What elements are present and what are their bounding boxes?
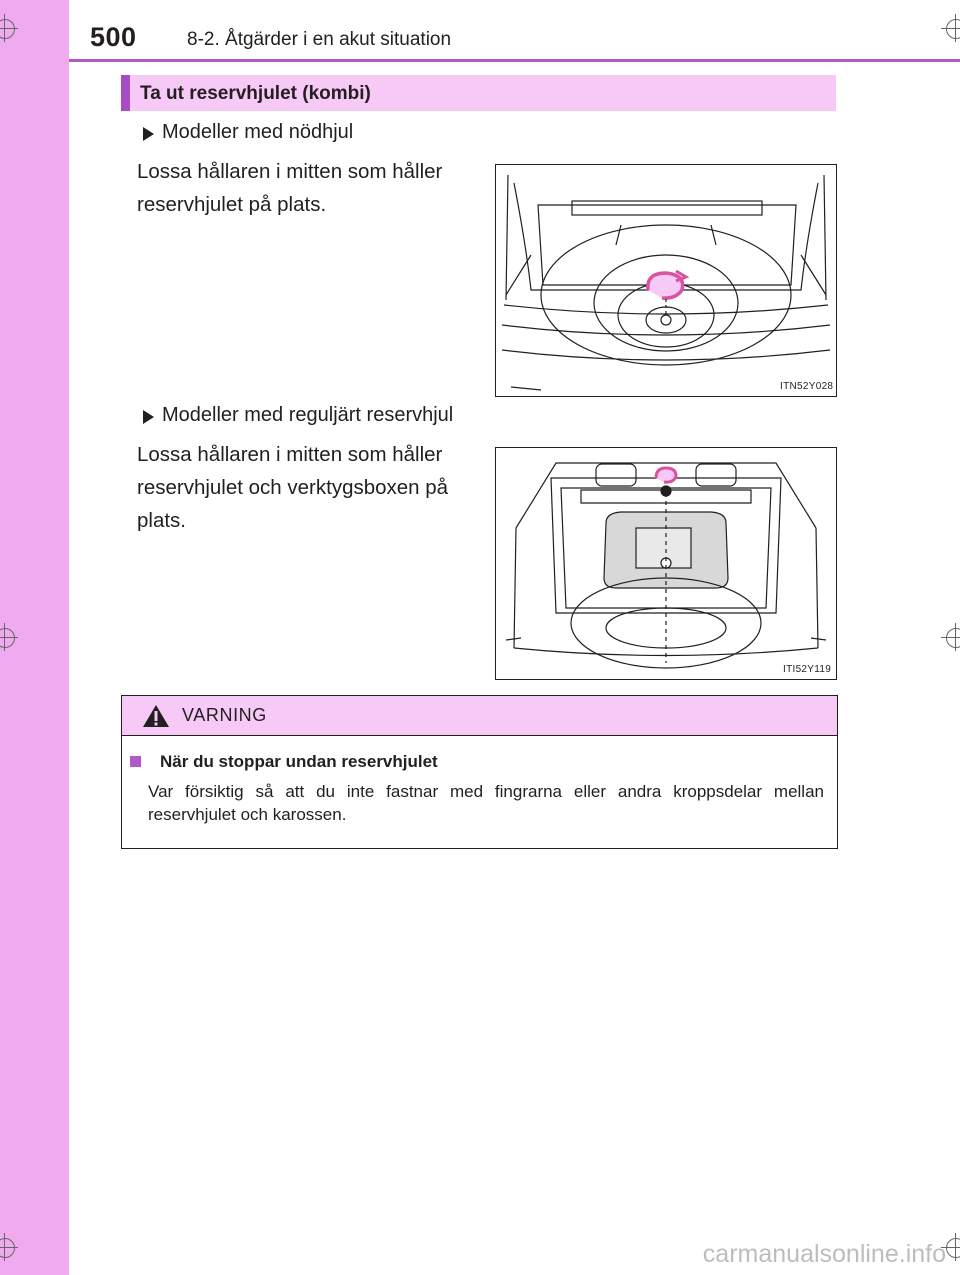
instruction-text <box>137 438 448 537</box>
figure-code: ITI52Y119 <box>783 664 832 675</box>
warning-label: VARNING <box>182 705 267 725</box>
text-line: Lossa hållaren i mitten som håller <box>137 160 443 183</box>
text-line: reservhjulet och verktygsboxen på <box>137 476 449 499</box>
subheading-regular-spare: Modeller med reguljärt reservhjul <box>162 404 454 426</box>
figure-code: ITN52Y028 <box>780 381 834 392</box>
warning-bullet-icon <box>130 756 141 767</box>
box-title-accent <box>121 75 130 111</box>
subheading-arrow-icon <box>143 127 154 141</box>
subheading-arrow-icon <box>143 410 154 424</box>
warning-triangle-icon <box>142 704 170 728</box>
header-rule <box>69 59 960 62</box>
text-line: reservhjulet på plats. <box>137 193 327 216</box>
warning-header <box>122 696 837 736</box>
page-number: 500 <box>90 22 137 52</box>
warning-box <box>121 695 838 849</box>
text-line: plats. <box>137 509 186 532</box>
box-title <box>121 75 836 111</box>
subheading-emergency-wheel: Modeller med nödhjul <box>162 121 354 143</box>
warning-subtitle: När du stoppar undan reservhjulet <box>160 752 438 771</box>
watermark: carmanualsonline.info <box>702 1240 946 1268</box>
figure-emergency-wheel-illustration <box>495 164 837 397</box>
instruction-text <box>137 155 442 221</box>
text-line: Lossa hållaren i mitten som håller <box>137 443 443 466</box>
box-title-label: Ta ut reservhjulet (kombi) <box>140 83 371 104</box>
section-title: 8-2. Åtgärder i en akut situation <box>187 29 452 50</box>
warning-text: Var försiktig så att du inte fastnar med fingrarna eller andra kroppsdelar mellan reservhjulet och karossen. <box>148 782 824 824</box>
figure-regular-spare-illustration <box>495 447 837 680</box>
